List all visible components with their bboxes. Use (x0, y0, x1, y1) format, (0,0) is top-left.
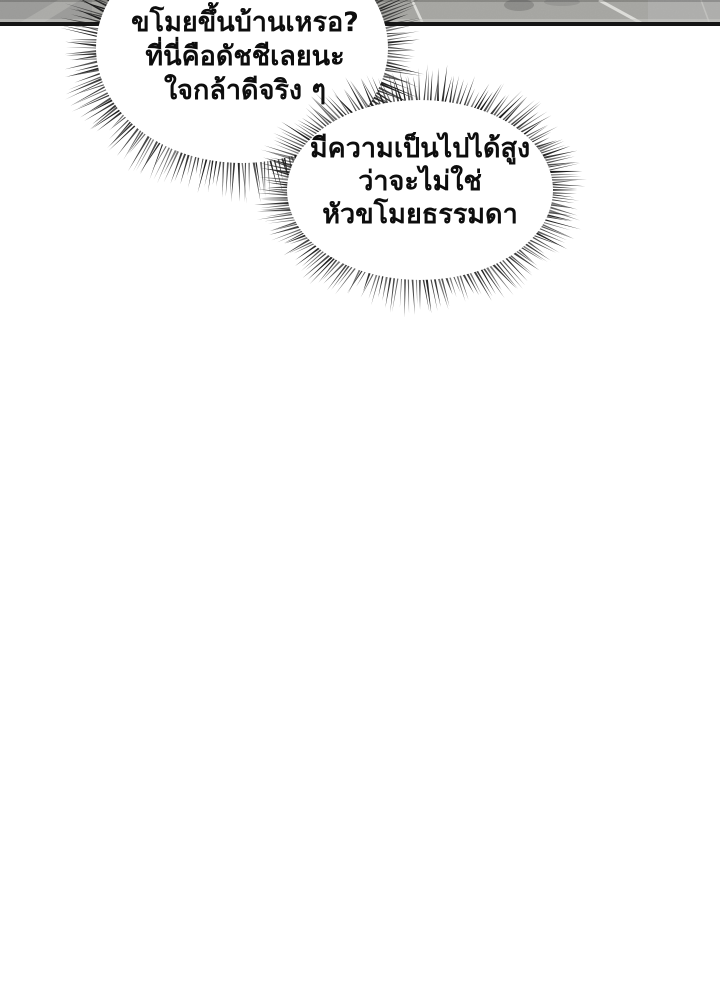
spike-needle (472, 269, 491, 301)
spike-needle (497, 95, 524, 121)
spike-needle (188, 154, 197, 188)
spike-needle (455, 79, 464, 107)
spike-needle (128, 133, 151, 171)
dialogue-line: ว่าจะไม่ใช่ (358, 166, 482, 197)
spike-needle (108, 123, 137, 151)
bubble-2-dialogue (258, 132, 582, 231)
spike-needle (327, 262, 349, 290)
dialogue-line: ขโมยขึ้นบ้านเหรอ? (131, 7, 359, 38)
spike-needle (411, 277, 414, 315)
spike-needle (347, 268, 364, 293)
spike-needle (226, 159, 229, 196)
spike-needle (413, 76, 418, 103)
spike-needle (404, 276, 406, 317)
spike-needle (154, 145, 172, 180)
spike-needle (222, 159, 224, 198)
spike-needle (216, 159, 222, 187)
spike-needle (133, 135, 153, 171)
spike-needle (408, 277, 409, 313)
dialogue-line: มีความเป็นไปได้สูง (309, 133, 531, 164)
spike-needle (419, 68, 421, 103)
spike-needle (107, 121, 135, 148)
spike-needle (430, 277, 438, 311)
spike-needle (430, 70, 433, 103)
dialogue-line: ใจกล้าดีจริง ๆ (164, 75, 326, 106)
spike-needle (230, 160, 232, 195)
spike-needle (289, 240, 315, 253)
spike-needle (423, 64, 428, 103)
spike-needle (140, 138, 159, 174)
spike-needle (127, 129, 145, 154)
dialogue-line: หัวขโมยธรรมดา (322, 199, 518, 230)
dialogue-line: ที่นี่คือดัชชีเลยนะ (145, 41, 345, 72)
spike-needle (110, 119, 133, 146)
spike-needle (208, 158, 214, 193)
spike-needle (427, 71, 429, 104)
spike-needle (199, 156, 204, 179)
spike-needle (284, 231, 307, 243)
spike-needle (91, 108, 122, 129)
spike-needle (419, 277, 421, 310)
spike-needle (497, 259, 522, 289)
spike-needle (390, 275, 395, 312)
spike-needle (416, 277, 418, 304)
spike-needle (322, 259, 342, 280)
bubble-1-dialogue (88, 6, 402, 108)
spike-needle (400, 276, 402, 308)
spike-needle (527, 238, 556, 253)
